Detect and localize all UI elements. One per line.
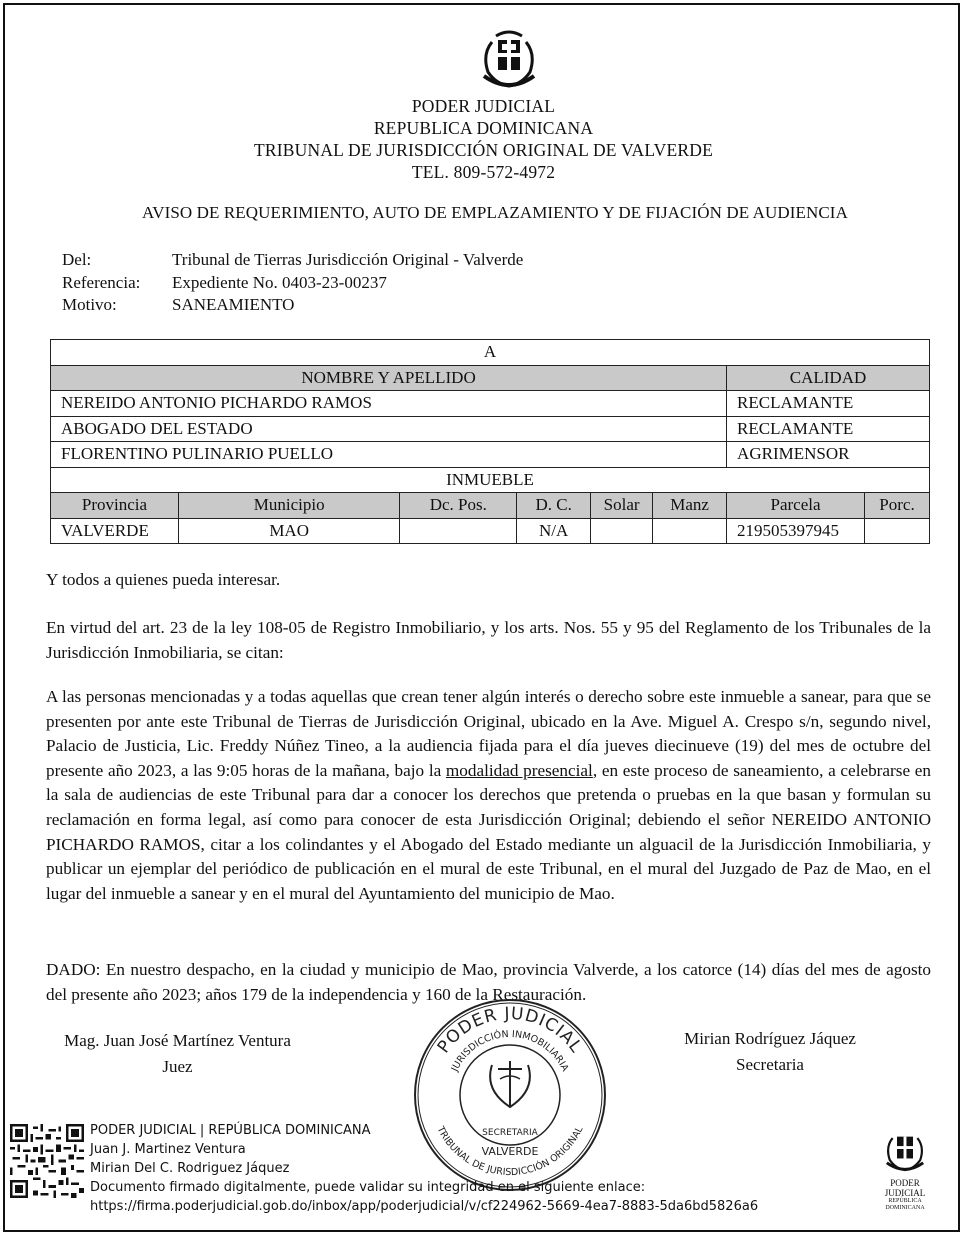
header-tribunal: TRIBUNAL DE JURISDICCIÓN ORIGINAL DE VALVERDE (254, 140, 713, 160)
footer-validation-note: Documento firmado digitalmente, puede validar su integridad en el siguiente enlace: (90, 1180, 646, 1195)
coat-of-arms-icon (474, 24, 544, 90)
coat-of-arms-small-icon (878, 1125, 932, 1173)
paragraph-dado: DADO: En nuestro despacho, en la ciudad y municipio de Mao, provincia Valverde, a los catorce (14) días del mes de agosto del presente año 2023; años 179 de la independencia y 160 de la Restauración. (46, 960, 931, 1004)
stamp-inner-top: JURISDICCIÓN INMOBILIARIA (449, 1028, 571, 1074)
stamp-outer-top: PODER JUDICIAL (433, 1003, 587, 1058)
inmueble-manz (653, 518, 727, 544)
poder-judicial-logo (870, 1125, 940, 1211)
party-calidad: RECLAMANTE (727, 416, 930, 442)
meta-ref-value: Expediente No. 0403-23-00237 (172, 272, 387, 292)
party-name: ABOGADO DEL ESTADO (51, 416, 727, 442)
judge-signature (40, 1028, 315, 1080)
inmueble-porc (864, 518, 929, 544)
secretary-name: Mirian Rodríguez Jáquez (684, 1029, 856, 1048)
logo-text-line2: REPÚBLICA DOMINICANA (885, 1198, 925, 1211)
inmueble-col-provincia: Provincia (51, 493, 179, 519)
table-row (51, 442, 930, 468)
footer-signer-secretary: Mirian Del C. Rodriguez Jáquez (90, 1161, 290, 1176)
header-republica: REPUBLICA DOMINICANA (373, 118, 594, 138)
stamp-emblem-icon (490, 1061, 530, 1107)
party-name: NEREIDO ANTONIO PICHARDO RAMOS (51, 391, 727, 417)
column-header-calidad: CALIDAD (727, 365, 930, 391)
header-phone: TEL. 809-572-4972 (411, 162, 556, 182)
inmueble-solar (591, 518, 653, 544)
inmueble-col-dcpos: Dc. Pos. (400, 493, 517, 519)
judge-title: Juez (162, 1057, 193, 1076)
section-a-header: A (51, 340, 930, 366)
meta-motivo-value: SANEAMIENTO (172, 295, 295, 314)
table-row (51, 391, 930, 417)
citation-text-part1: A las personas mencionadas y a todas aquellas que crean tener algún interés o derecho sobre este inmueble a sanear, para que se presenten por ante este Tribunal de Tierras de Jurisdicción Original, ubicado en la Ave. Miguel A. Crespo s/n, segundo nivel, Palacio de Justicia, Lic. Freddy Núñez Tineo, a la audiencia fijada para el día jueves diecinueve (19) del mes de octubre del presente año 2023, a las 9:05 horas de la mañana, bajo la (46, 687, 931, 780)
inmueble-col-municipio: Municipio (178, 493, 399, 519)
logo-text-line1: PODER JUDICIAL (884, 1178, 926, 1198)
party-calidad: AGRIMENSOR (727, 442, 930, 468)
party-name: FLORENTINO PULINARIO PUELLO (51, 442, 727, 468)
table-row (51, 518, 930, 544)
inmueble-municipio: MAO (178, 518, 399, 544)
secretary-title: Secretaria (736, 1055, 804, 1074)
party-calidad: RECLAMANTE (727, 391, 930, 417)
inmueble-col-parcela: Parcela (727, 493, 865, 519)
digital-signature-footer (90, 1121, 758, 1216)
inmueble-provincia: VALVERDE (51, 518, 179, 544)
inmueble-col-solar: Solar (591, 493, 653, 519)
column-header-name: NOMBRE Y APELLIDO (51, 365, 727, 391)
inmueble-col-dc: D. C. (517, 493, 591, 519)
citation-text-part2: , en este proceso de saneamiento, a celebrarse en la sala de audiencias de este Tribunal para dar a conocer los derechos que pretenda o pruebas en la que basan y formulan su reclamación en forma legal, así como para conocer de esta Jurisdicción Original; debiendo el señor NEREIDO ANTONIO PICHARDO RAMOS, citar a los colindantes y el Abogado del Estado mediante un alguacil de la Jurisdicción Inmobiliaria, y publicar un ejemplar del periódico de publicación en el mural de este Tribunal, en el mural del Juzgado de Paz de Mao, en el lugar del inmueble a sanear y en el mural del Ayuntamiento del municipio de Mao. (46, 760, 931, 903)
paragraph-legal-basis: En virtud del art. 23 de la ley 108-05 de Registro Inmobiliario, y los arts. Nos. 55 y 95 del Reglamento de los Tribunales de la Jurisdicción Inmobiliaria, se citan: (46, 618, 931, 662)
stamp-center-secretaria: SECRETARIA (482, 1128, 538, 1138)
qr-code-icon (10, 1124, 84, 1198)
meta-del-value: Tribunal de Tierras Jurisdicción Original - Valverde (172, 250, 524, 269)
judge-name: Mag. Juan José Martínez Ventura (64, 1031, 291, 1050)
inmueble-col-manz: Manz (653, 493, 727, 519)
paragraph-citation (46, 685, 931, 906)
paragraph-interested: Y todos a quienes pueda interesar. (46, 570, 281, 589)
footer-signer-judge: Juan J. Martinez Ventura (90, 1142, 246, 1157)
meta-del-label: Del: (62, 250, 92, 269)
stamp-center-valverde: VALVERDE (481, 1145, 539, 1158)
stamp-bottom: TRIBUNAL DE JURISDICCIÓN ORIGINAL (434, 1124, 586, 1179)
meta-ref-label: Referencia: (62, 272, 141, 292)
document-meta (62, 249, 523, 317)
document-header (0, 95, 967, 183)
document-title: AVISO DE REQUERIMIENTO, AUTO DE EMPLAZAMIENTO Y DE FIJACIÓN DE AUDIENCIA (142, 203, 848, 222)
footer-institution: PODER JUDICIAL | REPÚBLICA DOMINICANA (90, 1123, 371, 1138)
inmueble-col-porc: Porc. (864, 493, 929, 519)
inmueble-parcela: 219505397945 (727, 518, 865, 544)
inmueble-dcpos (400, 518, 517, 544)
meta-motivo-label: Motivo: (62, 295, 117, 314)
secretary-signature (660, 1026, 880, 1078)
footer-validation-link[interactable]: https://firma.poderjudicial.gob.do/inbox/app/poderjudicial/v/cf224962-5669-4ea7-8883-5da6bd5826a6 (90, 1199, 759, 1214)
citation-modality: modalidad presencial (445, 760, 593, 780)
parties-table (50, 339, 930, 544)
table-row (51, 416, 930, 442)
header-poder-judicial: PODER JUDICIAL (411, 96, 556, 116)
inmueble-header: INMUEBLE (51, 467, 930, 493)
inmueble-dc: N/A (517, 518, 591, 544)
